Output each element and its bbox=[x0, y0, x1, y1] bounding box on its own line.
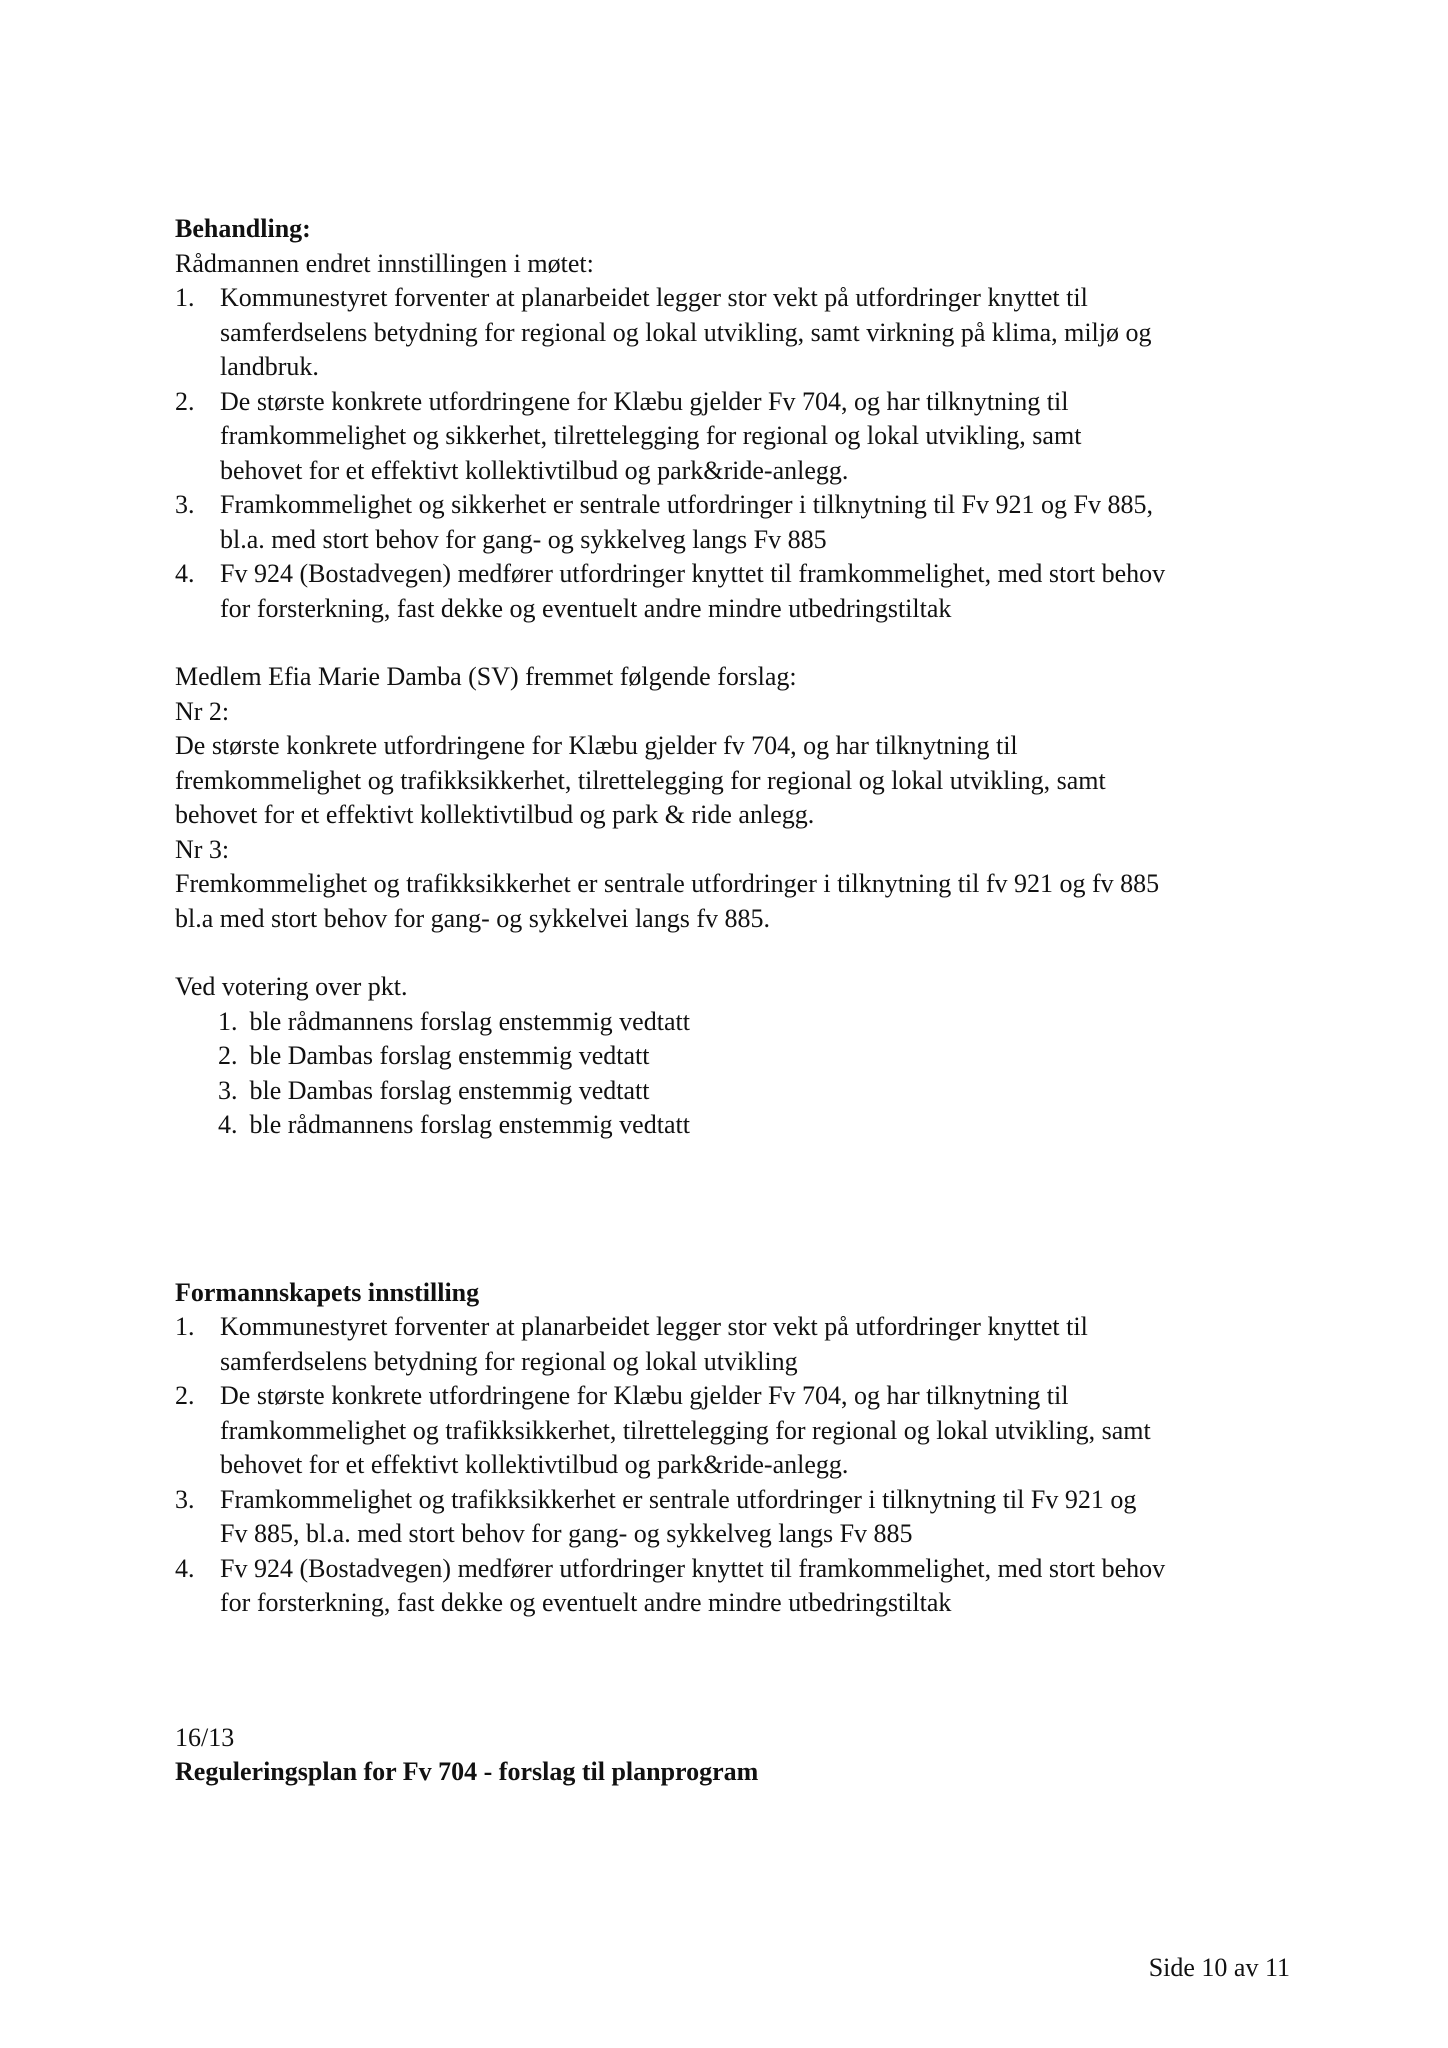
item-line: for forsterkning, fast dekke og eventuelt andre mindre utbedringstiltak bbox=[220, 593, 952, 623]
item-number: 1. bbox=[175, 283, 195, 312]
document-page bbox=[175, 212, 1290, 1790]
item-line: Framkommelighet og trafikksikkerhet er sentrale utfordringer i tilknytning til Fv 921 og bbox=[220, 1484, 1137, 1514]
item-line: framkommelighet og trafikksikkerhet, tilrettelegging for regional og lokal utvikling, samt bbox=[220, 1415, 1151, 1445]
innstilling-list bbox=[175, 1310, 1290, 1621]
forslag-nr3-label: Nr 3: bbox=[175, 834, 230, 864]
innstilling-heading: Formannskapets innstilling bbox=[175, 1277, 480, 1307]
item-text bbox=[220, 488, 1290, 557]
sak-number: 16/13 bbox=[175, 1722, 235, 1752]
forslag-nr3-line: Fremkommelighet og trafikksikkerhet er sentrale utfordringer i tilknytning til fv 921 og fv 885 bbox=[175, 869, 1160, 898]
item-line: behovet for et effektivt kollektivtilbud og park&ride-anlegg. bbox=[220, 455, 849, 485]
item-text bbox=[220, 1483, 1290, 1552]
votering-intro: Ved votering over pkt. bbox=[175, 972, 408, 1001]
item-line: behovet for et effektivt kollektivtilbud og park&ride-anlegg. bbox=[220, 1450, 849, 1479]
item-line: Fv 885, bl.a. med stort behov for gang- og sykkelveg langs Fv 885 bbox=[220, 1519, 913, 1548]
item-number: 3. bbox=[175, 490, 195, 519]
item-number: 4. bbox=[175, 559, 195, 588]
vote-number: 3. bbox=[218, 1075, 238, 1105]
item-text bbox=[220, 1310, 1290, 1379]
item-line: Kommunestyret forventer at planarbeidet legger stor vekt på utfordringer knyttet til bbox=[220, 1312, 1088, 1341]
forslag-nr3-line: bl.a med stort behov for gang- og sykkelvei langs fv 885. bbox=[175, 903, 770, 933]
forslag-nr2-line: De største konkrete utfordringene for Klæbu gjelder fv 704, og har tilknytning til bbox=[175, 731, 1018, 760]
list-item bbox=[175, 557, 1290, 626]
behandling-list bbox=[175, 281, 1290, 626]
vote-number: 4. bbox=[218, 1110, 238, 1139]
item-number: 1. bbox=[175, 1312, 195, 1341]
item-line: samferdselens betydning for regional og lokal utvikling bbox=[220, 1346, 798, 1376]
item-text bbox=[220, 557, 1290, 626]
list-item bbox=[175, 1483, 1290, 1552]
vote-item bbox=[218, 1108, 1290, 1143]
list-item bbox=[175, 1552, 1290, 1621]
forslag-nr2-line: fremkommelighet og trafikksikkerhet, tilrettelegging for regional og lokal utvikling, samt bbox=[175, 765, 1106, 795]
item-number: 3. bbox=[175, 1484, 195, 1514]
list-item bbox=[175, 488, 1290, 557]
item-line: Framkommelighet og sikkerhet er sentrale utfordringer i tilknytning til Fv 921 og Fv 885, bbox=[220, 490, 1153, 519]
item-number: 2. bbox=[175, 1381, 195, 1410]
item-text bbox=[220, 1379, 1290, 1483]
vote-number: 1. bbox=[218, 1006, 238, 1036]
item-number: 4. bbox=[175, 1553, 195, 1583]
behandling-intro: Rådmannen endret innstillingen i møtet: bbox=[175, 248, 594, 278]
item-line: framkommelighet og sikkerhet, tilrettelegging for regional og lokal utvikling, samt bbox=[220, 421, 1082, 450]
item-text bbox=[220, 281, 1290, 385]
behandling-heading: Behandling: bbox=[175, 214, 311, 243]
vote-item bbox=[218, 1039, 1290, 1074]
item-line: bl.a. med stort behov for gang- og sykkelveg langs Fv 885 bbox=[220, 524, 827, 554]
item-text bbox=[220, 385, 1290, 489]
vote-item bbox=[218, 1005, 1290, 1040]
forslag-intro: Medlem Efia Marie Damba (SV) fremmet følgende forslag: bbox=[175, 662, 797, 691]
list-item bbox=[175, 281, 1290, 385]
item-line: for forsterkning, fast dekke og eventuelt andre mindre utbedringstiltak bbox=[220, 1588, 952, 1617]
item-line: De største konkrete utfordringene for Klæbu gjelder Fv 704, og har tilknytning til bbox=[220, 386, 1069, 416]
list-item bbox=[175, 1379, 1290, 1483]
item-line: Fv 924 (Bostadvegen) medfører utfordringer knyttet til framkommelighet, med stort behov bbox=[220, 559, 1166, 588]
vote-text: ble rådmannens forslag enstemmig vedtatt bbox=[249, 1110, 690, 1139]
votering-list bbox=[175, 1005, 1290, 1143]
item-number: 2. bbox=[175, 386, 195, 416]
vote-number: 2. bbox=[218, 1041, 238, 1070]
forslag-nr2-label: Nr 2: bbox=[175, 696, 230, 726]
vote-text: ble Dambas forslag enstemmig vedtatt bbox=[249, 1041, 650, 1070]
forslag-nr2-line: behovet for et effektivt kollektivtilbud og park & ride anlegg. bbox=[175, 800, 815, 829]
vote-text: ble Dambas forslag enstemmig vedtatt bbox=[249, 1075, 650, 1105]
page-number: Side 10 av 11 bbox=[1148, 1953, 1290, 1982]
item-line: landbruk. bbox=[220, 352, 319, 381]
item-line: De største konkrete utfordringene for Klæbu gjelder Fv 704, og har tilknytning til bbox=[220, 1381, 1069, 1410]
list-item bbox=[175, 1310, 1290, 1379]
item-text bbox=[220, 1552, 1290, 1621]
list-item bbox=[175, 385, 1290, 489]
vote-item bbox=[218, 1074, 1290, 1109]
item-line: Fv 924 (Bostadvegen) medfører utfordringer knyttet til framkommelighet, med stort behov bbox=[220, 1553, 1166, 1583]
item-line: samferdselens betydning for regional og lokal utvikling, samt virkning på klima, miljø og bbox=[220, 317, 1152, 347]
vote-text: ble rådmannens forslag enstemmig vedtatt bbox=[249, 1006, 690, 1036]
item-line: Kommunestyret forventer at planarbeidet legger stor vekt på utfordringer knyttet til bbox=[220, 283, 1088, 312]
sak-title: Reguleringsplan for Fv 704 - forslag til planprogram bbox=[175, 1757, 759, 1786]
